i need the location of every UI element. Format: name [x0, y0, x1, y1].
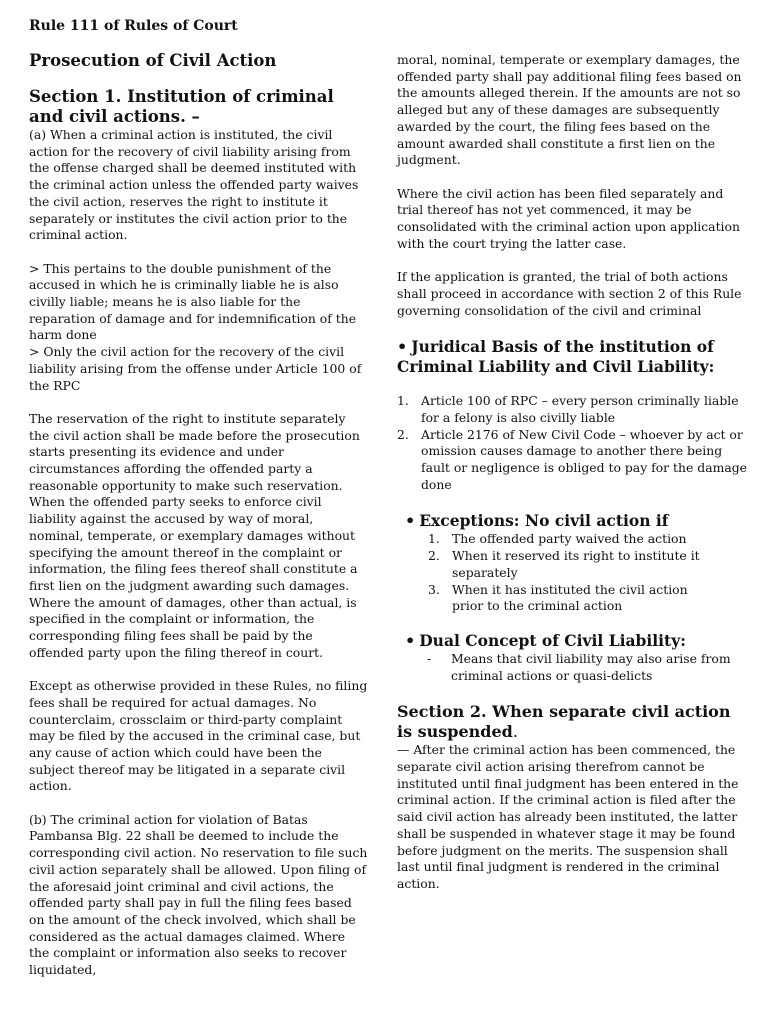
section1-para-b: (b) The criminal action for violation of Batas Pambansa Blg. 22 shall be deemed to include the corresponding civil action. No reservation to file such civil action separately shall be allowed. Upon filing of the aforesaid joint criminal and civil actions, the offended party shall pay in full the filing fees based on the amount of the check involved, which shall be considered as the actual damages claimed. Where the complaint or information also seeks to recover liquidated,	[29, 811, 368, 978]
dual-concept-heading	[397, 631, 747, 651]
bullet-icon: •	[397, 337, 408, 357]
prosecution-heading: Prosecution of Civil Action	[29, 51, 277, 70]
section2-title	[397, 702, 747, 742]
list-item-text: When it reserved its right to institute it separately	[452, 548, 700, 580]
list-number: 2.	[428, 548, 440, 564]
section2-title-period: .	[512, 722, 518, 742]
list-item	[428, 582, 718, 615]
document-title: Rule 111 of Rules of Court	[29, 18, 238, 34]
dual-concept-heading-text: Dual Concept of Civil Liability:	[419, 630, 686, 650]
except-paragraph: Except as otherwise provided in these Rules, no filing fees shall be required for actual damages. No counterclaim, crossclaim or third-party complaint may be filed by the accused in the criminal case, but any cause of action which could have been the subject thereof may be litigated in a separate civil action.	[29, 678, 368, 794]
list-item-text: Article 2176 of New Civil Code – whoever by act or omission causes damage to another there being fault or negligence is obliged to pay for the damage done	[421, 426, 747, 492]
juridical-basis-heading-text: Juridical Basis of the institution of Criminal Liability and Civil Liability:	[397, 337, 715, 377]
exceptions-heading	[397, 511, 747, 531]
application-granted-paragraph: If the application is granted, the trial of both actions shall proceed in accordance with section 2 of this Rule governing consolidation of the civil and criminal	[397, 269, 742, 318]
list-item	[397, 427, 747, 494]
exceptions-list	[397, 531, 718, 615]
exceptions-heading-text: Exceptions: No civil action if	[419, 511, 669, 531]
list-item	[397, 393, 747, 426]
list-number: 3.	[428, 581, 440, 597]
bullet-icon: •	[405, 511, 416, 531]
juridical-basis-heading	[397, 337, 747, 377]
consolidation-paragraph: Where the civil action has been filed separately and trial thereof has not yet commenced, it may be consolidated with the criminal action upon application with the court trying the latter case.	[397, 185, 740, 251]
dash-marker: -	[427, 650, 432, 666]
list-item	[428, 548, 718, 581]
dual-concept-item	[397, 651, 747, 684]
note-double-punishment: > This pertains to the double punishment of the accused in which he is criminally liable he is also civilly liable; means he is also liable for the reparation of damage and for indemnification of the harm done	[29, 260, 357, 343]
section2-title-text: Section 2. When separate civil action is suspended	[397, 702, 731, 742]
right-column-body	[397, 52, 747, 893]
reservation-paragraph: The reservation of the right to institute separately the civil action shall be made before the prosecution starts presenting its evidence and under circumstances affording the offended party a reasonable opportunity to make such reservation. When the offended party seeks to enforce civil liability against the accused by way of moral, nominal, temperate, or exemplary damages without specifying the amount thereof in the complaint or information, the filing fees thereof shall constitute a first lien on the judgment awarding such damages. Where the amount of damages, other than actual, is specified in the complaint or information, the corresponding filing fees shall be paid by the offended party upon the filing thereof in court.	[29, 410, 360, 660]
note-article-100: > Only the civil action for the recovery of the civil liability arising from the offense under Article 100 of the RPC	[29, 344, 362, 393]
list-item-text: When it has instituted the civil action prior to the criminal action	[452, 581, 688, 614]
bullet-icon: •	[405, 630, 416, 650]
list-item-text: The offended party waived the action	[452, 531, 687, 547]
section1-title: Section 1. Institution of criminal and civil actions. –	[29, 87, 334, 126]
section2-body: — After the criminal action has been commenced, the separate civil action arising therefrom cannot be instituted until final judgment has been entered in the criminal action. If the criminal action is filed after the said civil action has already been instituted, the latter shall be suspended in whatever stage it may be found before judgment on the merits. The suspension shall last until final judgment is rendered in the criminal action.	[397, 742, 739, 891]
list-number: 2.	[397, 426, 409, 442]
list-number: 1.	[397, 393, 409, 409]
dual-concept-text: Means that civil liability may also arise from criminal actions or quasi-delicts	[451, 650, 731, 683]
section1-para-a: (a) When a criminal action is instituted, the civil action for the recovery of civil liability arising from the offense charged shall be deemed instituted with the criminal action unless the offended party waives the civil action, reserves the right to institute it separately or institutes the civil action prior to the criminal action.	[29, 127, 359, 243]
list-item-text: Article 100 of RPC – every person criminally liable for a felony is also civilly liable	[421, 393, 739, 425]
list-number: 1.	[428, 531, 440, 547]
list-item	[428, 531, 718, 548]
continued-paragraph: moral, nominal, temperate or exemplary damages, the offended party shall pay additional filing fees based on the amounts alleged therein. If the amounts are not so alleged but any of these damages are subsequently awarded by the court, the filing fees based on the amount awarded shall constitute a first lien on the judgment.	[397, 52, 742, 168]
juridical-basis-list	[397, 393, 747, 493]
left-column-body	[29, 51, 369, 979]
